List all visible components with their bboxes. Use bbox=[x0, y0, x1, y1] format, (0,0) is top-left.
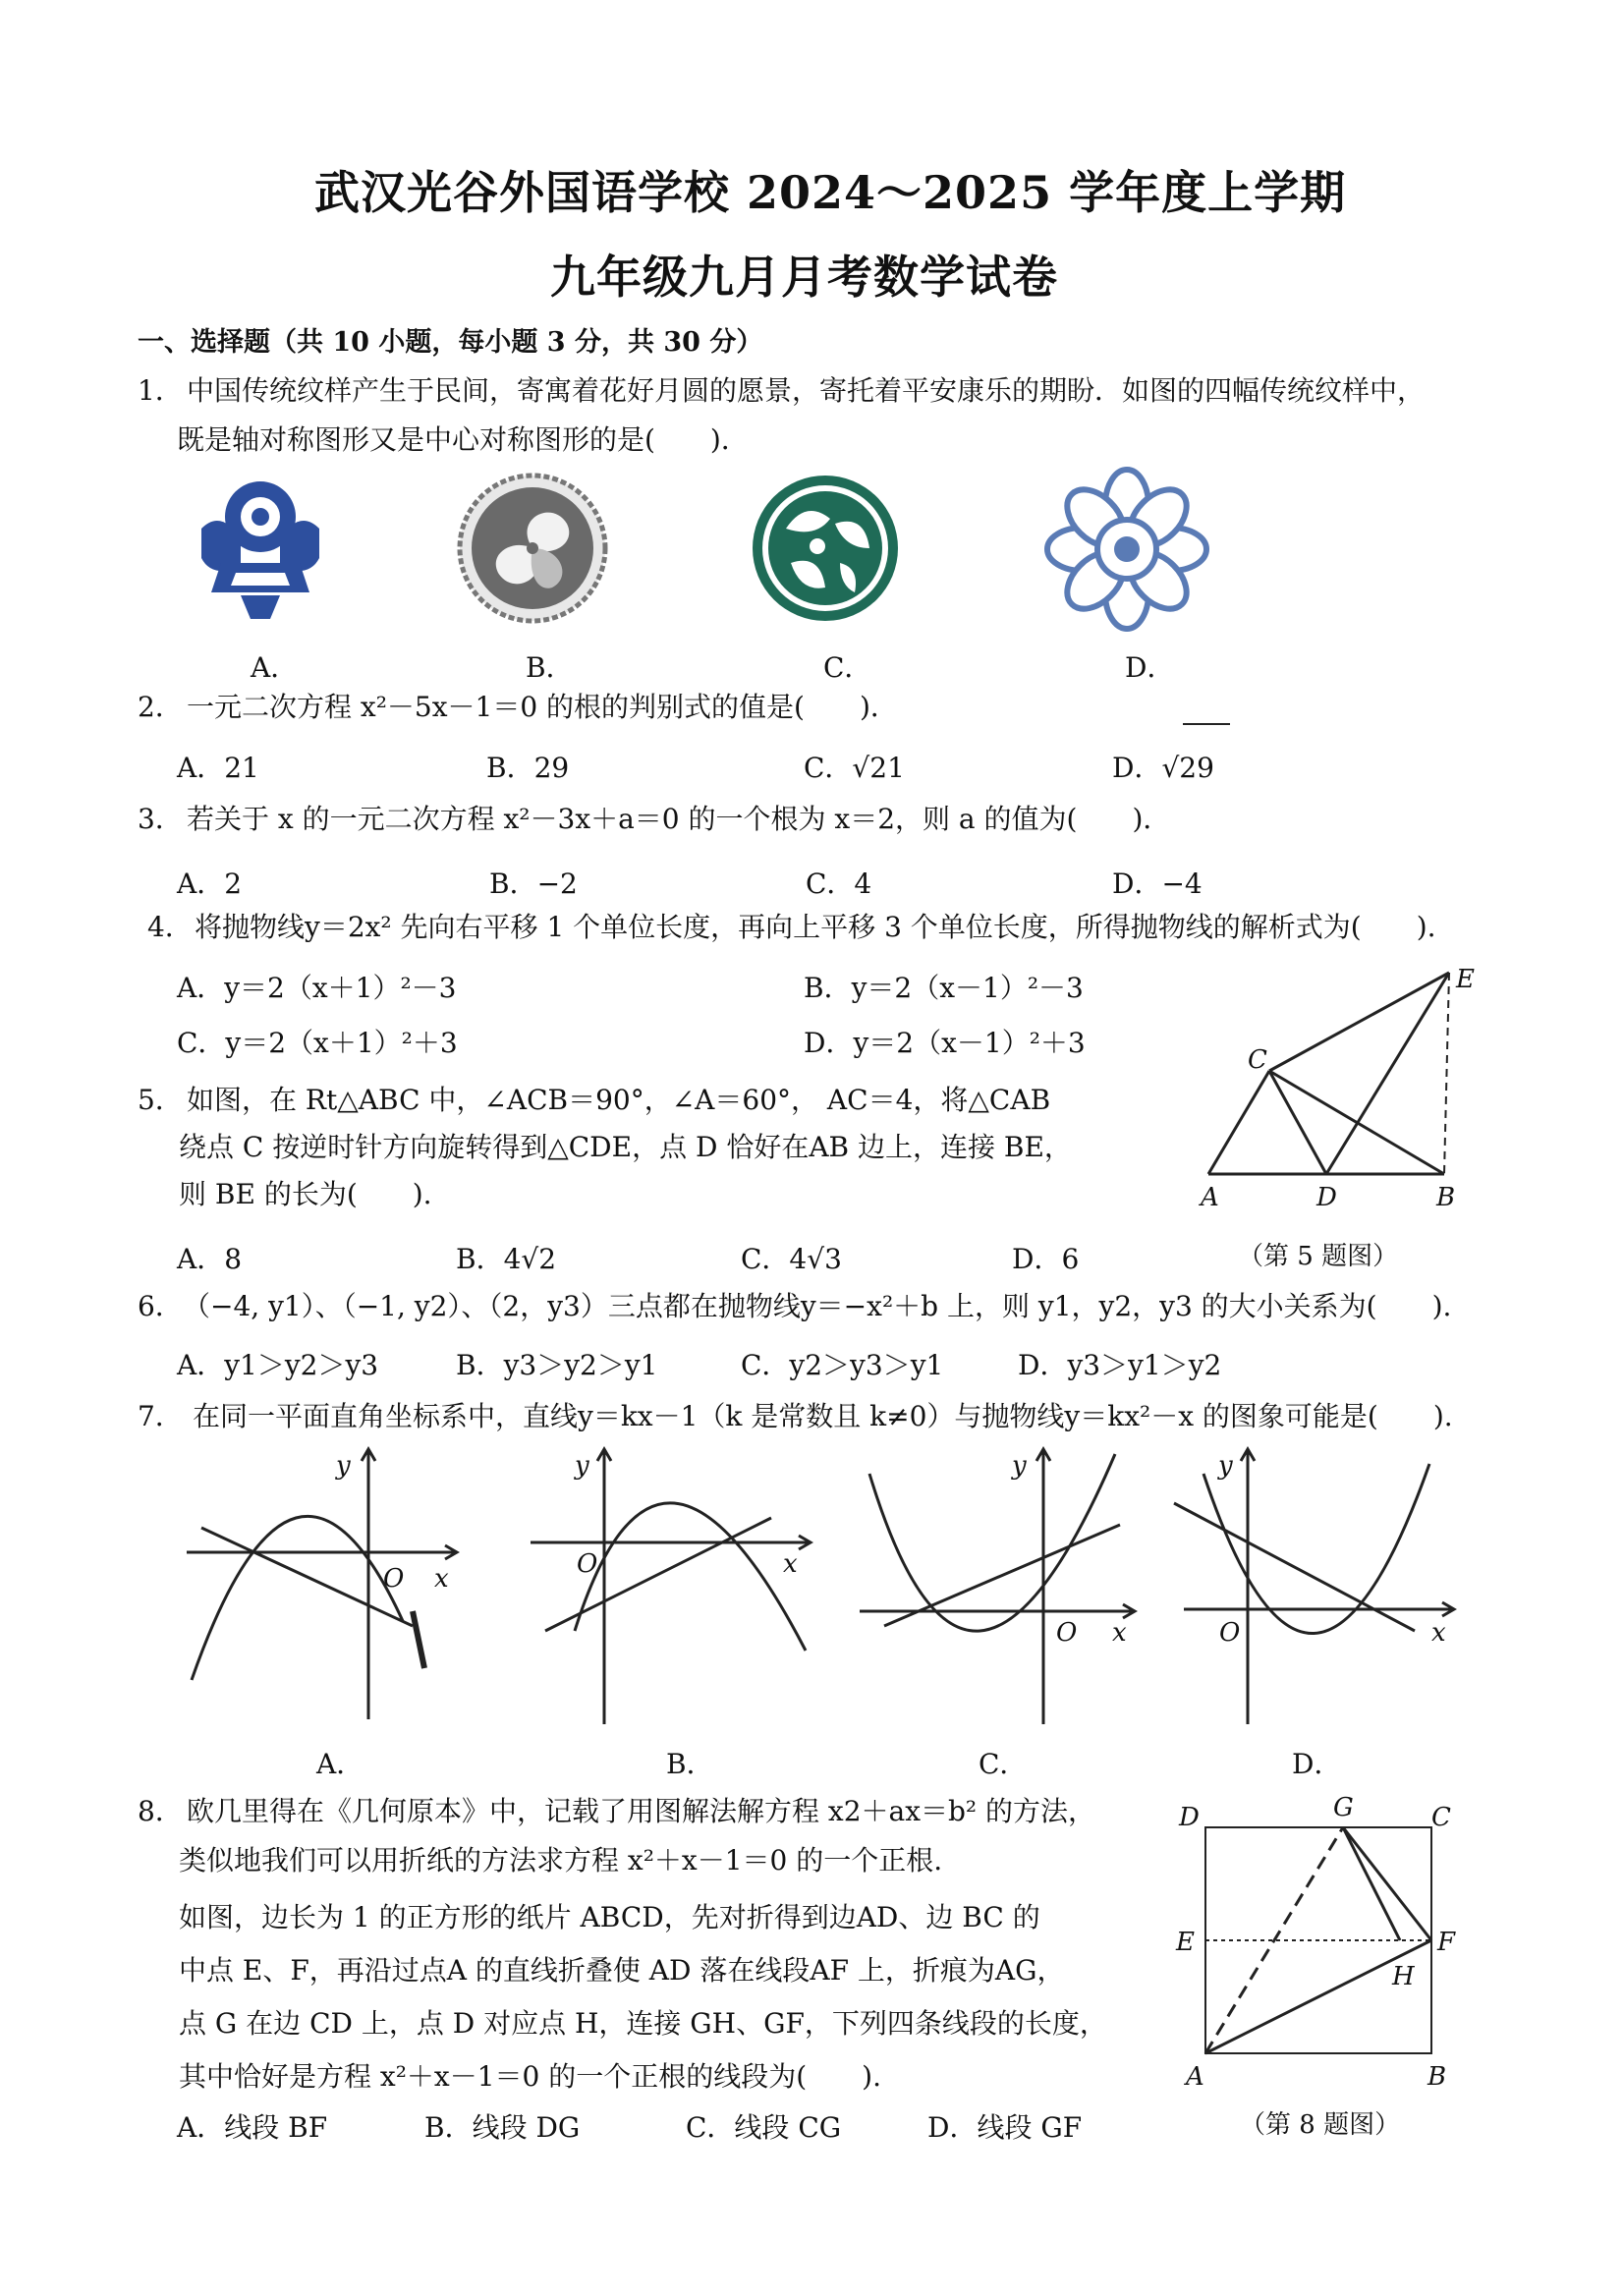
q4-line1: 将抛物线y＝2x² 先向右平移 1 个单位长度，再向上平移 3 个单位长度，所得抛物线的解析式为( ). bbox=[195, 911, 1436, 943]
q2-option-c: C．√21 bbox=[804, 752, 905, 784]
q1-number: 1． bbox=[138, 374, 183, 407]
q8-label-b: B bbox=[1427, 2062, 1447, 2092]
q8-label-g: G bbox=[1333, 1793, 1354, 1822]
ornament-swirl-icon bbox=[454, 470, 611, 627]
q2-number: 2． bbox=[138, 691, 183, 723]
q8-line2: 类似地我们可以用折纸的方法求方程 x²＋x－1＝0 的一个正根. bbox=[179, 1844, 943, 1876]
q5-option-a: A．8 bbox=[177, 1243, 243, 1275]
q8-figure bbox=[1174, 1793, 1488, 2093]
q5-label-e: E bbox=[1456, 965, 1475, 994]
q7a-x-label: x bbox=[434, 1564, 449, 1594]
q1-option-d-label: D． bbox=[1125, 651, 1175, 684]
q8-number: 8． bbox=[138, 1795, 183, 1827]
q8-line1: 欧几里得在《几何原本》中，记载了用图解法解方程 x2＋ax＝b² 的方法， bbox=[187, 1795, 1096, 1827]
q5-figure bbox=[1189, 963, 1483, 1218]
q7-graph-b-label: B． bbox=[666, 1748, 714, 1780]
ornament-lotus-icon bbox=[1043, 466, 1210, 633]
q3-option-b: B．−2 bbox=[489, 868, 578, 900]
q5-label-a: A bbox=[1201, 1183, 1219, 1212]
q8-line3: 如图，边长为 1 的正方形的纸片 ABCD，先对折得到边AD、边 BC 的 bbox=[179, 1901, 1040, 1933]
q4-number: 4． bbox=[147, 911, 193, 943]
q3-line1: 若关于 x 的一元二次方程 x²－3x＋a＝0 的一个根为 x＝2，则 a 的值为( )． bbox=[187, 803, 1171, 835]
q7a-y-label: y bbox=[336, 1451, 351, 1481]
ornament-blue-icon bbox=[182, 470, 339, 627]
q3-number: 3． bbox=[138, 803, 183, 835]
q7-graph-c-label: C． bbox=[979, 1748, 1028, 1780]
q5-label-d: D bbox=[1316, 1183, 1337, 1212]
q7-graph-d-label: D． bbox=[1292, 1748, 1342, 1780]
q2-option-b: B．29 bbox=[486, 752, 570, 784]
underline-mark bbox=[1183, 723, 1230, 725]
q7-graph-b bbox=[526, 1444, 820, 1729]
q5-option-c: C．4√3 bbox=[741, 1243, 842, 1275]
q3-option-a: A．2 bbox=[177, 868, 243, 900]
q1-line1: 中国传统纹样产生于民间，寄寓着花好月圆的愿景，寄托着平安康乐的期盼．如图的四幅传统纹样中， bbox=[187, 374, 1426, 407]
q8-figure-caption: （第 8 题图） bbox=[1240, 2110, 1401, 2140]
q5-line1: 如图，在 Rt△ABC 中，∠ACB＝90°，∠A＝60°， AC＝4，将△CAB bbox=[187, 1084, 1051, 1116]
q8-label-c: C bbox=[1431, 1803, 1451, 1832]
section-heading: 一、选择题（共 10 小题，每小题 3 分，共 30 分） bbox=[138, 327, 763, 358]
q5-label-c: C bbox=[1248, 1045, 1267, 1075]
q4-option-c: C．y＝2（x＋1）²＋3 bbox=[177, 1027, 458, 1059]
q8-label-a: A bbox=[1186, 2062, 1204, 2092]
q4-option-b: B．y＝2（x－1）²－3 bbox=[804, 972, 1084, 1004]
q8-line4: 中点 E、F，再沿过点A 的直线折叠使 AD 落在线段AF 上，折痕为AG， bbox=[179, 1954, 1065, 1987]
q7b-origin-label: O bbox=[577, 1549, 598, 1579]
q4-option-a: A．y＝2（x＋1）²－3 bbox=[177, 972, 457, 1004]
q5-label-b: B bbox=[1436, 1183, 1456, 1212]
q3-option-d: D．−4 bbox=[1112, 868, 1203, 900]
q5-option-d: D．6 bbox=[1012, 1243, 1080, 1275]
exam-title-line1: 武汉光谷外国语学校 2024～2025 学年度上学期 bbox=[314, 166, 1347, 219]
q8-label-f: F bbox=[1437, 1928, 1456, 1957]
q5-option-b: B．4√2 bbox=[456, 1243, 557, 1275]
q7-graph-c bbox=[855, 1444, 1149, 1729]
q6-option-c: C．y2＞y3＞y1 bbox=[741, 1349, 944, 1381]
q4-option-d: D．y＝2（x－1）²＋3 bbox=[804, 1027, 1086, 1059]
q7-graph-a-label: A． bbox=[316, 1748, 364, 1780]
q7d-origin-label: O bbox=[1219, 1618, 1241, 1648]
q7c-y-label: y bbox=[1012, 1451, 1027, 1481]
q5-line3: 则 BE 的长为( ). bbox=[179, 1178, 432, 1210]
q3-option-c: C．4 bbox=[806, 868, 872, 900]
q8-label-e: E bbox=[1176, 1928, 1195, 1957]
q1-option-c-label: C． bbox=[823, 651, 872, 684]
q2-line1: 一元二次方程 x²－5x－1＝0 的根的判别式的值是( )． bbox=[187, 691, 898, 723]
q6-option-d: D．y3＞y1＞y2 bbox=[1018, 1349, 1222, 1381]
q8-line5: 点 G 在边 CD 上，点 D 对应点 H，连接 GH、GF，下列四条线段的长度， bbox=[179, 2007, 1107, 2040]
q8-option-b: B．线段 DG bbox=[424, 2111, 581, 2144]
q6-line1: （−4, y1）、（−1, y2）、（2，y3）三点都在抛物线y＝−x²＋b 上，则 y1，y2，y3 的大小关系为( ). bbox=[183, 1290, 1452, 1322]
q5-line2: 绕点 C 按逆时针方向旋转得到△CDE，点 D 恰好在AB 边上，连接 BE， bbox=[179, 1131, 1072, 1163]
q7b-y-label: y bbox=[575, 1451, 589, 1481]
q7d-x-label: x bbox=[1431, 1618, 1446, 1648]
q6-number: 6． bbox=[138, 1290, 183, 1322]
q8-option-c: C．线段 CG bbox=[686, 2111, 842, 2144]
q6-option-a: A．y1＞y2＞y3 bbox=[177, 1349, 379, 1381]
q8-label-d: D bbox=[1179, 1803, 1200, 1832]
q1-option-b-label: B． bbox=[526, 651, 574, 684]
exam-title-line2: 九年级九月月考数学试卷 bbox=[550, 251, 1058, 304]
q1-line2: 既是轴对称图形又是中心对称图形的是( )． bbox=[177, 423, 749, 456]
q7c-origin-label: O bbox=[1056, 1618, 1078, 1648]
ornament-green-icon bbox=[747, 470, 904, 627]
q8-label-h: H bbox=[1392, 1962, 1415, 1991]
q5-number: 5． bbox=[138, 1084, 183, 1116]
q6-option-b: B．y3＞y2＞y1 bbox=[456, 1349, 658, 1381]
q7-graph-d bbox=[1164, 1444, 1459, 1729]
q7-graph-a bbox=[177, 1444, 472, 1729]
q7a-origin-label: O bbox=[383, 1564, 405, 1594]
q7-number: 7． bbox=[138, 1400, 183, 1432]
q8-option-a: A．线段 BF bbox=[177, 2111, 328, 2144]
q7c-x-label: x bbox=[1112, 1618, 1127, 1648]
q2-option-a: A．21 bbox=[177, 752, 259, 784]
q8-line6: 其中恰好是方程 x²＋x－1＝0 的一个正根的线段为( ). bbox=[179, 2060, 881, 2093]
q2-option-d: D．√29 bbox=[1112, 752, 1214, 784]
q1-option-a-label: A． bbox=[251, 651, 299, 684]
q8-option-d: D．线段 GF bbox=[927, 2111, 1083, 2144]
q5-figure-caption: （第 5 题图） bbox=[1238, 1242, 1399, 1271]
q7d-y-label: y bbox=[1218, 1451, 1233, 1481]
q7-line1: 在同一平面直角坐标系中，直线y＝kx－1（k 是常数且 k≠0）与抛物线y＝kx²－x 的图象可能是( ). bbox=[193, 1400, 1453, 1432]
q7b-x-label: x bbox=[783, 1549, 798, 1579]
